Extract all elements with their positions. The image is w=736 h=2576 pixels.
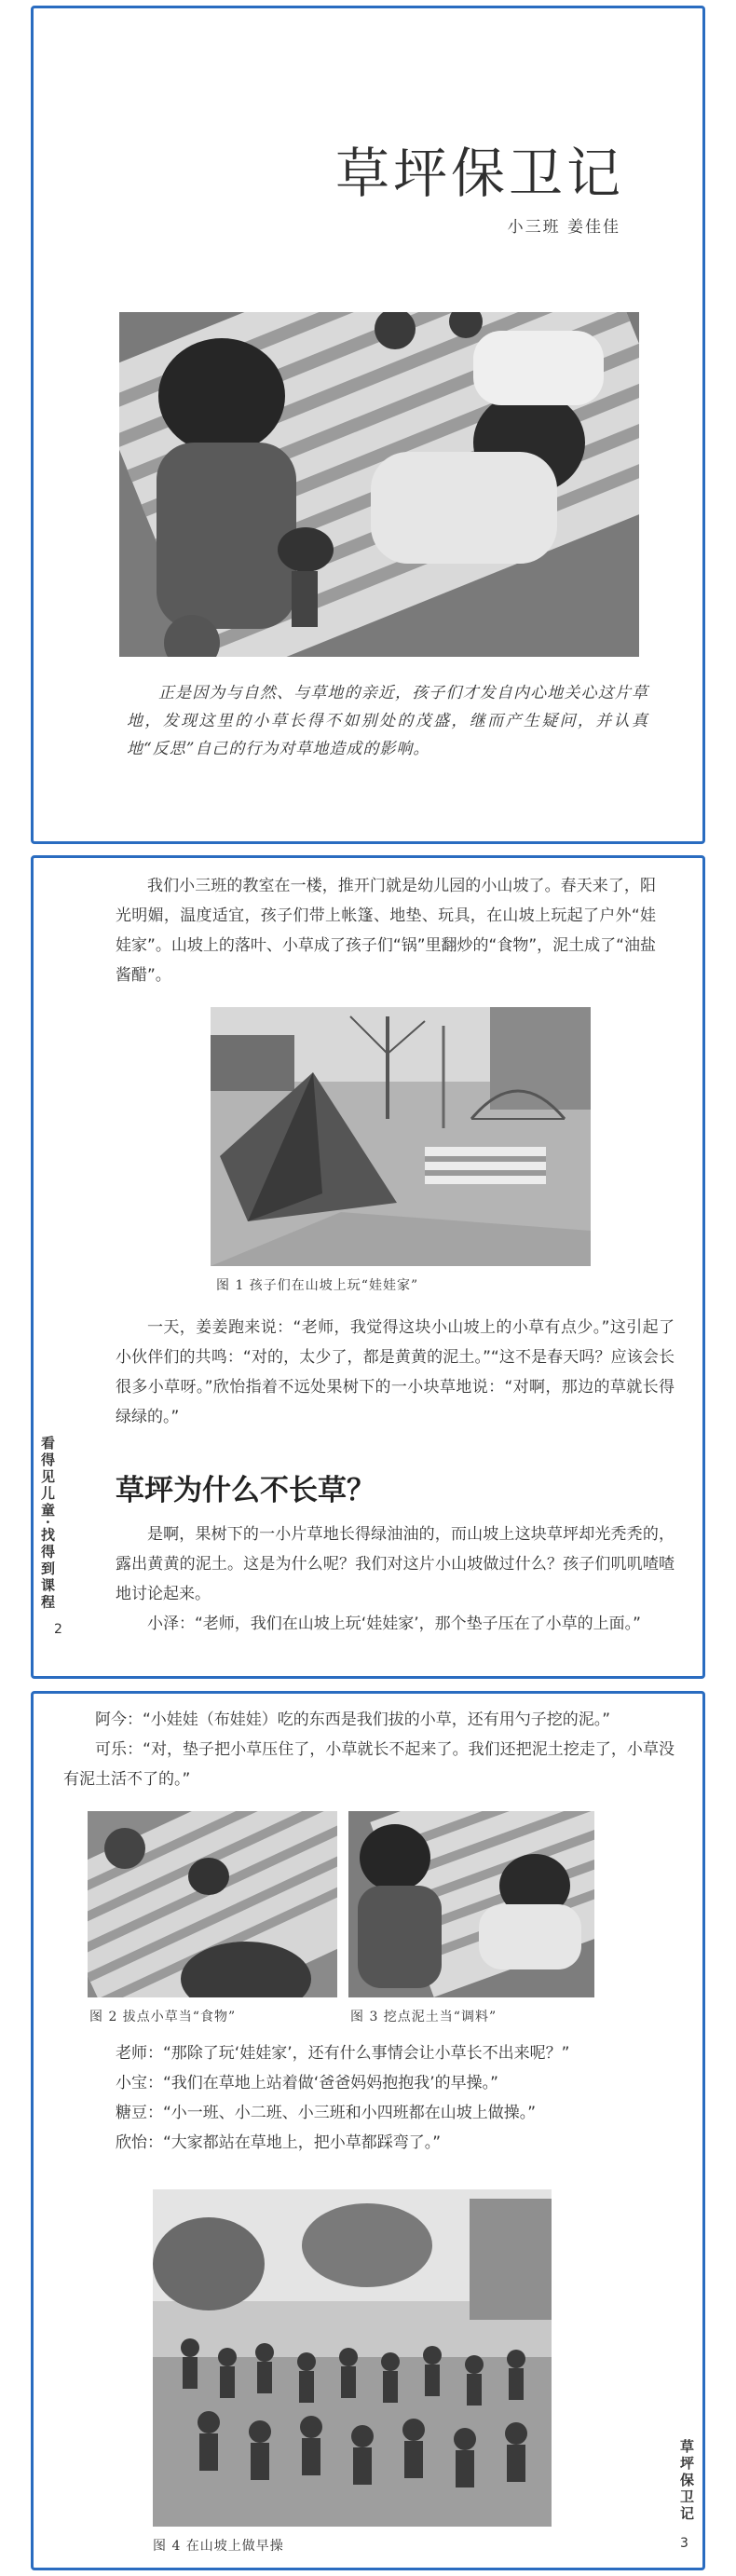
page-1: [31, 6, 705, 844]
dialogue-block-1: 阿今：“小娃娃（布娃娃）吃的东西是我们拔的小草，还有用勺子挖的泥。” 可乐：“对，垫子把小草压住了，小草就长不起来了。我们还把泥土挖走了，小草没有泥土活不了的。”: [63, 1711, 675, 1789]
figure-2-photo: [88, 1811, 337, 1997]
page-number: 3: [680, 2536, 688, 2551]
running-title: 看得见儿童·找得到课程: [39, 1436, 56, 1612]
dialogue-block-2: 老师：“那除了玩‘娃娃家’，还有什么事情会让小草长不出来呢？” 小宝：“我们在草地上站着做‘爸爸妈妈抱抱我’的早操。” 糖豆：“小一班、小二班、小三班和小四班都在山坡上做操。” 欣怡：“大家都站在草地上，把小草都踩弯了。”: [116, 2044, 570, 2152]
figure-1-caption: 图 1 孩子们在山坡上玩“娃娃家”: [216, 1278, 419, 1293]
section-heading: 草坪为什么不长草？: [116, 1474, 375, 1507]
article-title: 草坪保卫记: [334, 142, 624, 205]
page-number: 2: [54, 1622, 62, 1637]
figure-2-caption: 图 2 拔点小草当“食物”: [89, 2010, 237, 2024]
figure-3-photo: [348, 1811, 594, 1997]
cover-photo: [119, 312, 639, 657]
running-title: 草坪保卫记: [678, 2439, 695, 2523]
opening-paragraph: 我们小三班的教室在一楼，推开门就是幼儿园的小山坡了。春天来了，阳光明媚，温度适宜，孩子们带上帐篷、地垫、玩具，在山坡上玩起了户外“娃娃家”。山坡上的落叶、小草成了孩子们“锅”里翻炒的“食物”，泥土成了“油盐酱醋”。: [116, 877, 656, 985]
figure-3-caption: 图 3 挖点泥土当“调料”: [350, 2010, 497, 2024]
byline: 小三班 姜佳佳: [507, 218, 620, 237]
intro-paragraph: 正是因为与自然、与草地的亲近，孩子们才发自内心地关心这片草地，发现这里的小草长得不如别处的茂盛，继而产生疑问，并认真地“反思”自己的行为对草地造成的影响。: [127, 684, 648, 758]
page-3: [31, 1691, 705, 2570]
figure-1-photo: [211, 1007, 591, 1266]
page-2: [31, 855, 705, 1679]
figure-4-photo: [153, 2189, 552, 2527]
figure-4-caption: 图 4 在山坡上做早操: [153, 2539, 284, 2554]
discussion-paragraphs: 是啊，果树下的一小片草地长得绿油油的，而山坡上这块草坪却光秃秃的，露出黄黄的泥土。这是为什么呢？我们对这片小山坡做过什么？孩子们叽叽喳喳地讨论起来。 小泽：“老师，我们在山坡上玩‘娃娃家’，那个垫子压在了小草的上面。”: [116, 1525, 675, 1633]
discovery-paragraph: 一天，姜姜跑来说：“老师，我觉得这块小山坡上的小草有点少。”这引起了小伙伴们的共鸣：“对的，太少了，都是黄黄的泥土。”“这不是春天吗？应该会长很多小草呀。”欣怡指着不远处果树下的一小块草地说：“对啊，那边的草就长得绿绿的。”: [116, 1318, 675, 1426]
